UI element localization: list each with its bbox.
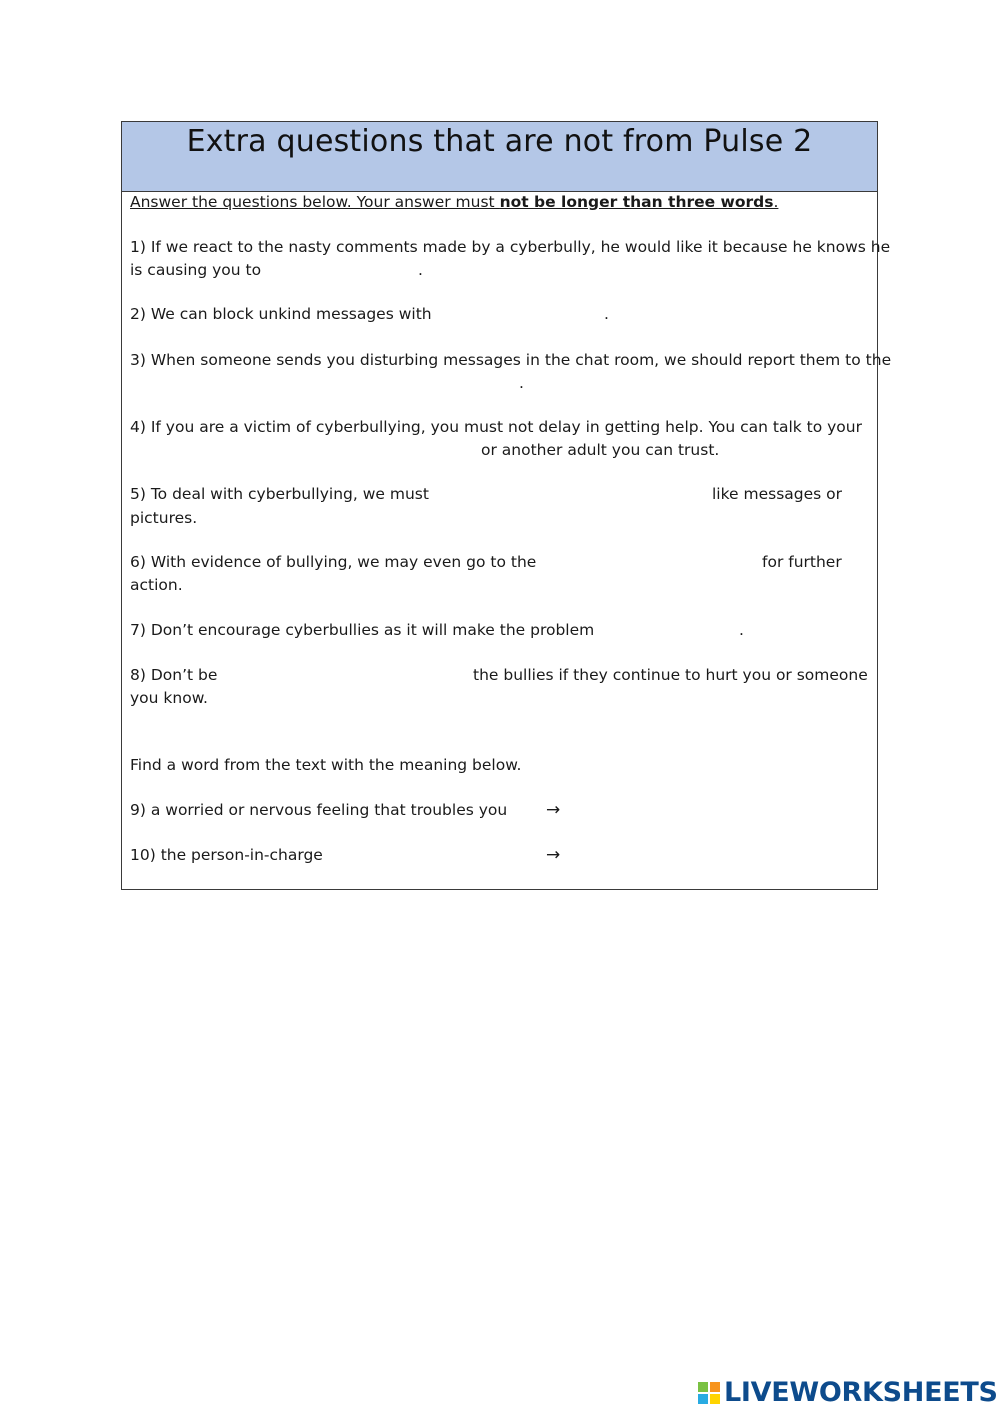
question-6-continue: for further bbox=[762, 553, 842, 571]
question-1-end: . bbox=[418, 261, 423, 279]
question-5-continue: like messages or bbox=[712, 485, 843, 503]
answer-blank-2[interactable] bbox=[422, 304, 602, 324]
question-7-text: 7) Don’t encourage cyberbullies as it will make the problem bbox=[130, 621, 595, 639]
liveworksheets-logo-icon bbox=[698, 1382, 722, 1406]
question-3-end: . bbox=[519, 374, 524, 392]
instructions-suffix: . bbox=[773, 193, 779, 211]
question-7-end: . bbox=[739, 621, 744, 639]
arrow-right-icon: → bbox=[546, 800, 561, 820]
question-4-line-1: 4) If you are a victim of cyberbullying, you must not delay in getting help. You can talk to your bbox=[130, 418, 862, 436]
liveworksheets-logo bbox=[698, 1377, 998, 1409]
question-8-text: 8) Don’t be bbox=[130, 666, 218, 684]
answer-blank-5[interactable] bbox=[427, 484, 707, 504]
worksheet-box bbox=[121, 121, 892, 890]
arrow-right-icon: → bbox=[546, 845, 561, 865]
answer-blank-9[interactable] bbox=[572, 800, 772, 820]
instructions bbox=[130, 191, 778, 213]
question-8-line-2: you know. bbox=[130, 689, 208, 707]
instructions-prefix: Answer the questions below. Your answer must bbox=[130, 193, 500, 211]
question-5-text: 5) To deal with cyberbullying, we must bbox=[130, 485, 429, 503]
vocab-instruction: Find a word from the text with the meaning below. bbox=[130, 756, 522, 774]
question-2-text: 2) We can block unkind messages with bbox=[130, 305, 432, 323]
question-9-text: 9) a worried or nervous feeling that troubles you bbox=[130, 801, 508, 819]
question-2-end: . bbox=[604, 305, 609, 323]
question-6-text: 6) With evidence of bullying, we may even go to the bbox=[130, 553, 537, 571]
answer-blank-4[interactable] bbox=[272, 440, 472, 460]
question-3-line-1: 3) When someone sends you disturbing messages in the chat room, we should report them to the bbox=[130, 351, 892, 369]
answer-blank-1[interactable] bbox=[258, 260, 418, 280]
question-4-line-2: or another adult you can trust. bbox=[481, 441, 720, 459]
answer-blank-3[interactable] bbox=[322, 373, 512, 393]
answer-blank-8[interactable] bbox=[217, 665, 467, 685]
title-band bbox=[122, 122, 877, 192]
question-10-text: 10) the person-in-charge bbox=[130, 846, 323, 864]
question-1-line-1: 1) If we react to the nasty comments made by a cyberbully, he would like it because he knows he bbox=[130, 238, 891, 256]
liveworksheets-logo-text: LIVEWORKSHEETS bbox=[724, 1377, 998, 1408]
answer-blank-10[interactable] bbox=[572, 845, 772, 865]
answer-blank-6[interactable] bbox=[527, 552, 757, 572]
worksheet-title: Extra questions that are not from Pulse 2 bbox=[186, 124, 813, 159]
question-1-line-2: is causing you to bbox=[130, 261, 262, 279]
question-8-continue: the bullies if they continue to hurt you or someone bbox=[473, 666, 868, 684]
answer-blank-7[interactable] bbox=[580, 620, 735, 640]
question-6-line-2: action. bbox=[130, 576, 183, 594]
instructions-bold: not be longer than three words bbox=[499, 193, 774, 211]
question-5-line-2: pictures. bbox=[130, 509, 198, 527]
